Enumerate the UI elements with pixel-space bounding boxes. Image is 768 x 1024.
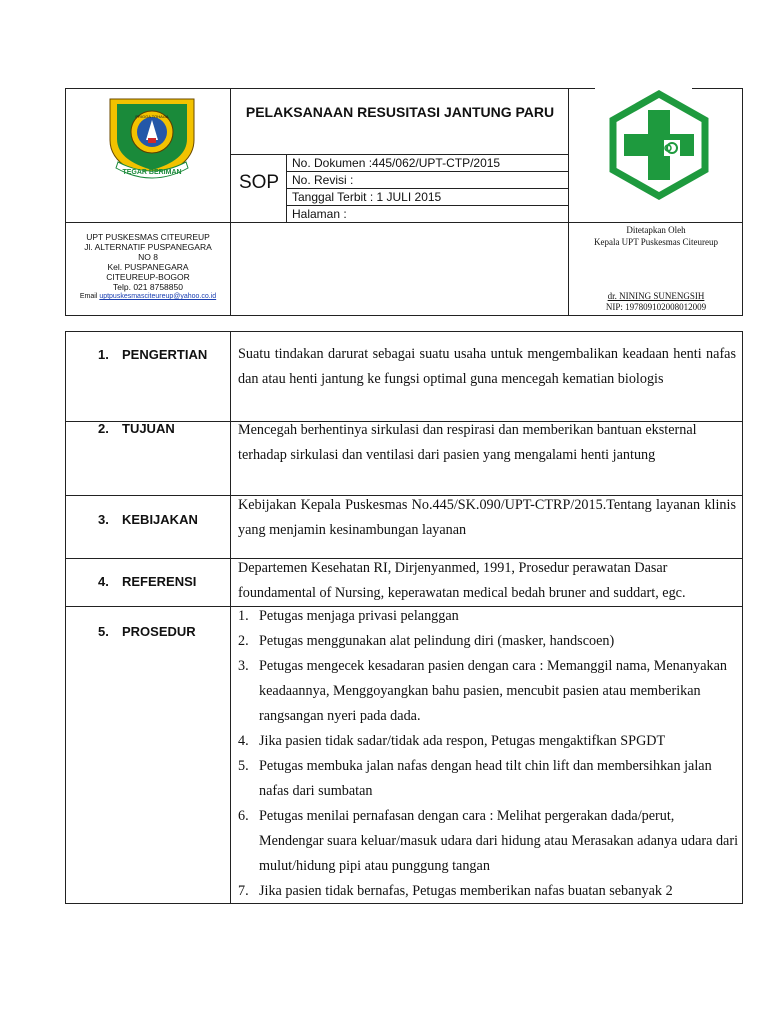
address-line-3: NO 8	[138, 252, 158, 262]
section-title: REFERENSI	[122, 574, 197, 589]
step-number: 2.	[238, 633, 249, 649]
doc-number: No. Dokumen :445/062/UPT-CTP/2015	[292, 156, 501, 170]
email-label: Email	[79, 293, 98, 300]
signatory-nip: NIP: 197809102008012009	[605, 302, 707, 312]
step-number: 4.	[238, 733, 249, 749]
signature-header	[570, 224, 742, 248]
body-border-right	[742, 331, 743, 904]
revision-number: No. Revisi :	[292, 173, 354, 187]
page-number: Halaman :	[292, 207, 347, 221]
tujuan-text: Mencegah berhentinya sirkulasi dan respirasi dan memberikan bantuan eksternal terhadap sirkulasi dan ventilasi dari pasien yang mengalami henti jantung	[238, 422, 697, 463]
prosedur-steps	[238, 604, 738, 904]
step-text: Jika pasien tidak bernafas, Petugas memberikan nafas buatan sebanyak 2	[259, 883, 673, 899]
referensi-text: Departemen Kesehatan RI, Dirjenyanmed, 1991, Prosedur perawatan Dasar foundamental of Nursing, keperawatan medical bedah bruner and suddart, egc.	[238, 560, 686, 601]
section-title: TUJUAN	[122, 421, 175, 436]
body-divider	[230, 331, 231, 904]
address-line-5: CITEUREUP-BOGOR	[106, 272, 190, 282]
body-border-top	[65, 331, 743, 332]
step-text: Petugas menggunakan alat pelindung diri (masker, handscoen)	[259, 633, 615, 649]
kebijakan-text: Kebijakan Kepala Puskesmas No.445/SK.090/UPT-CTRP/2015.Tentang layanan klinis yang menjamin kesinambungan layanan	[238, 497, 736, 538]
section-number: 3.	[98, 512, 109, 527]
address-block	[66, 232, 230, 302]
section-label-pengertian	[98, 347, 207, 362]
logo-ribbon-text: TEGAR BERIMAN	[122, 169, 182, 176]
header-border-top-left	[65, 88, 595, 89]
step-text: Petugas mengecek kesadaran pasien dengan cara : Memanggil nama, Menanyakan keadaannya, Menggoyangkan bahu pasien, mencubit pasien atau memberikan rangsangan nyeri pada dada.	[259, 658, 728, 724]
list-item	[238, 804, 738, 879]
section-number: 4.	[98, 574, 109, 589]
list-item	[238, 629, 738, 654]
address-line-4: Kel. PUSPANEGARA	[107, 262, 189, 272]
section-label-kebijakan	[98, 512, 198, 527]
list-item	[238, 729, 738, 754]
step-text: Jika pasien tidak sadar/tidak ada respon, Petugas mengaktifkan SPGDT	[259, 733, 666, 749]
section-title: PROSEDUR	[122, 624, 196, 639]
pengertian-text: Suatu tindakan darurat sebagai suatu usaha untuk mengembalikan keadaan henti nafas dan atau henti jantung ke fungsi optimal guna mencegah kematian biologis	[238, 346, 736, 387]
page-title: PELAKSANAAN RESUSITASI JANTUNG PARU	[245, 104, 555, 120]
step-number: 7.	[238, 883, 249, 899]
section-number: 2.	[98, 421, 109, 436]
header-border-bottom	[65, 315, 743, 316]
ditetapkan-text: Ditetapkan Oleh	[626, 225, 686, 235]
signatory-name: dr. NINING SUNENGSIH	[607, 291, 705, 301]
step-text: Petugas menjaga privasi pelanggan	[259, 608, 459, 624]
step-text: Petugas membuka jalan nafas dengan head tilt chin lift dan membersihkan jalan nafas dari sumbatan	[259, 758, 712, 799]
publish-date: Tanggal Terbit : 1 JULI 2015	[292, 190, 442, 204]
body-border-left	[65, 331, 66, 904]
regency-logo-icon	[104, 96, 200, 182]
header-hline-main	[65, 222, 743, 223]
sop-label: SOP	[238, 172, 280, 193]
address-email-row	[66, 292, 230, 302]
section-number: 5.	[98, 624, 109, 639]
puskesmas-logo-icon	[604, 90, 714, 200]
list-item	[238, 654, 738, 729]
step-number: 6.	[238, 808, 249, 824]
jabatan-text: Kepala UPT Puskesmas Citeureup	[593, 237, 719, 247]
section-number: 1.	[98, 347, 109, 362]
address-phone: Telp. 021 8758850	[113, 282, 183, 292]
header-border-right	[742, 88, 743, 316]
section-label-referensi	[98, 574, 196, 589]
section-label-prosedur	[98, 624, 196, 639]
header-divider-2	[568, 88, 569, 316]
step-number: 1.	[238, 608, 249, 624]
signature-name-block	[570, 291, 742, 313]
step-number: 3.	[238, 658, 249, 674]
email-link[interactable]: uptpuskesmasciteureup@yahoo.co.id	[99, 293, 217, 300]
section-title: PENGERTIAN	[122, 347, 208, 362]
list-item	[238, 754, 738, 804]
section-title: KEBIJAKAN	[122, 512, 198, 527]
logo-top-text: PRIGGA TOHAGA	[135, 114, 169, 119]
list-item	[238, 879, 738, 904]
step-text: Petugas menilai pernafasan dengan cara : Melihat pergerakan dada/perut, Mendengar suara keluar/masuk udara dari hidung atau Merasakan adanya udara dari mulut/hidung pipi atau punggung tangan	[259, 808, 739, 874]
header-border-top-right	[692, 88, 743, 89]
list-item	[238, 604, 738, 629]
section-label-tujuan	[98, 421, 175, 436]
address-line-2: Jl. ALTERNATIF PUSPANEGARA	[84, 242, 212, 252]
address-line-1: UPT PUSKESMAS CITEUREUP	[86, 232, 210, 242]
header-divider-1	[230, 88, 231, 316]
step-number: 5.	[238, 758, 249, 774]
